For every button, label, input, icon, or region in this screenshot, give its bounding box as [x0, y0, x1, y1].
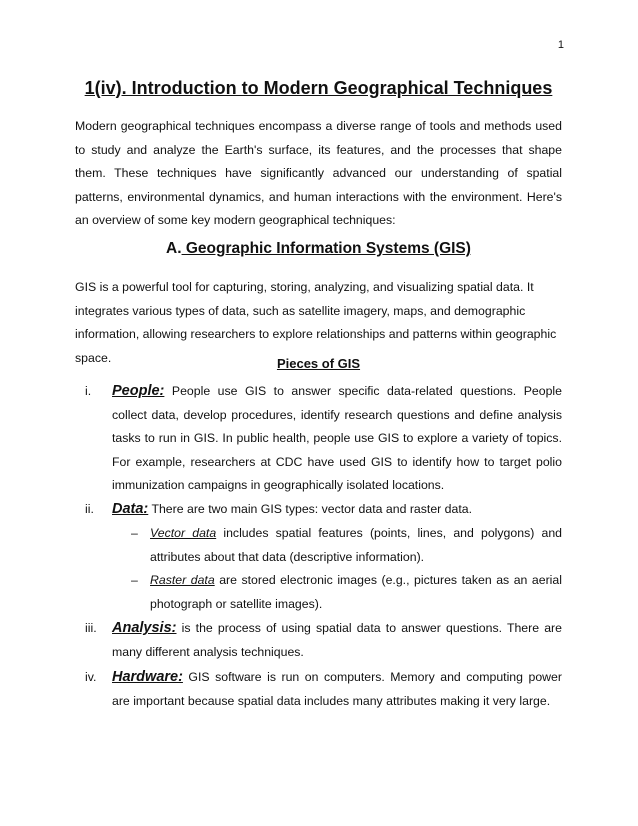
list-item-body: [112, 617, 562, 664]
bullet-body: [150, 569, 562, 616]
list-numeral: iii.: [85, 621, 97, 635]
item-text: is the process of using spatial data to answer questions. There are many different analysis techniques.: [112, 621, 562, 659]
term-hardware: Hardware:: [112, 669, 183, 685]
item-text: People use GIS to answer specific data-related questions. People collect data, develop procedures, identify research questions and define analysis tasks to run in GIS. In public health, people use GIS to explore a variety of topics. For example, researchers at CDC have used GIS to identify how to target polio immunization campaigns in geographically isolated locations.: [112, 384, 562, 492]
dash-bullet: –: [131, 573, 138, 587]
list-numeral: ii.: [85, 502, 94, 516]
dash-bullet: –: [131, 526, 138, 540]
term-people: People:: [112, 383, 165, 399]
list-numeral: i.: [85, 384, 92, 398]
list-item-body: [112, 498, 562, 522]
term-analysis: Analysis:: [112, 620, 177, 636]
section-title: Geographic Information Systems (GIS): [181, 240, 471, 257]
term-raster-data: Raster data: [150, 573, 215, 587]
section-heading-gis: [75, 240, 562, 258]
list-item-body: [112, 666, 562, 713]
bullet-body: [150, 522, 562, 569]
section-prefix: A.: [166, 240, 182, 257]
intro-paragraph: Modern geographical techniques encompass a diverse range of tools and methods used to study and analyze the Earth's surface, its features, and the processes that shape them. These techniques have significantly advanced our understanding of spatial patterns, environmental dynamics, and human interactions with the environment. Here's an overview of some key modern geographical techniques:: [75, 119, 562, 227]
pieces-of-gis-heading: Pieces of GIS: [276, 356, 361, 371]
gis-paragraph: GIS is a powerful tool for capturing, storing, analyzing, and visualizing spatial data. It integrates various types of data, such as satellite imagery, maps, and demographic information, allowing researchers to explore relationships and patterns within geographic space.: [75, 280, 557, 365]
document-title: 1(iv). Introduction to Modern Geographical Techniques: [84, 78, 553, 98]
term-data: Data:: [112, 501, 149, 517]
bullet-text: includes spatial features (points, lines, and polygons) and attributes about that data (descriptive information).: [150, 526, 562, 564]
item-text: There are two main GIS types: vector data and raster data.: [148, 502, 473, 516]
list-numeral: iv.: [85, 670, 97, 684]
list-item-body: [112, 380, 562, 498]
page-number: 1: [557, 39, 564, 51]
term-vector-data: Vector data: [150, 526, 217, 540]
bullet-text: are stored electronic images (e.g., pictures taken as an aerial photograph or satellite images).: [150, 573, 562, 611]
item-text: GIS software is run on computers. Memory and computing power are important because spatial data includes many attributes making it very large.: [112, 670, 562, 708]
